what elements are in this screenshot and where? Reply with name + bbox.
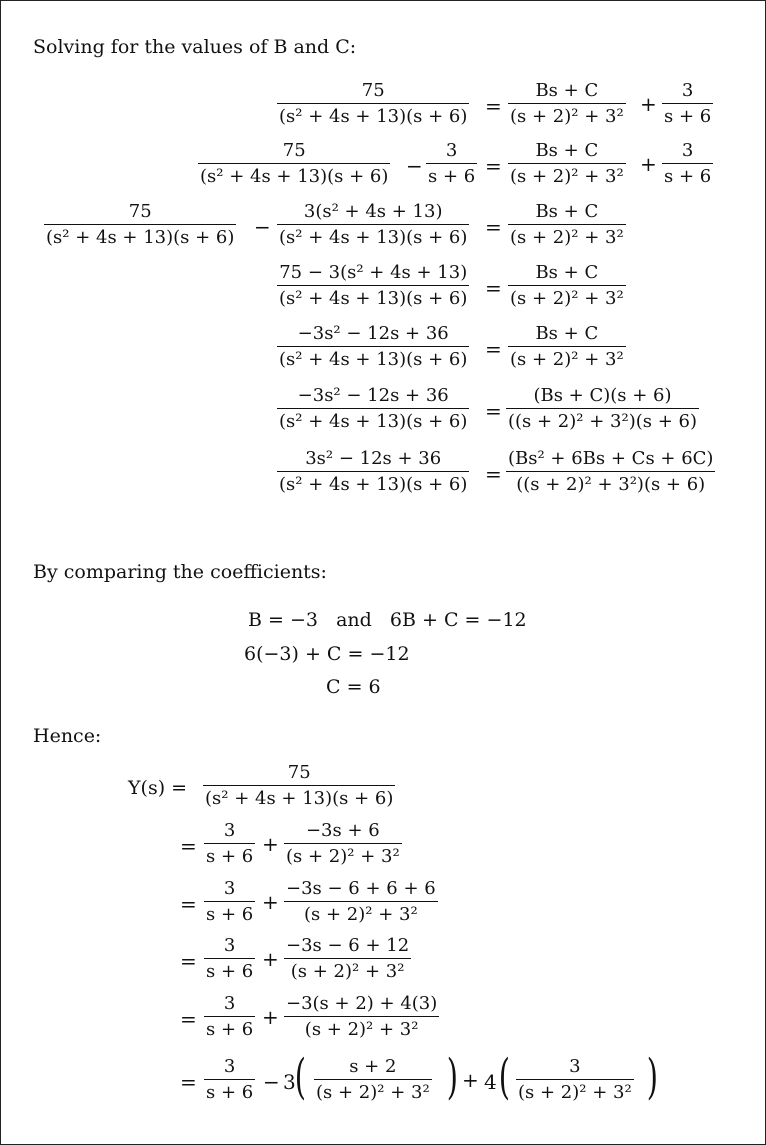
final-row1-fraction: 75 (s² + 4s + 13)(s + 6) <box>205 762 394 809</box>
final-row6-rparen1: ) <box>446 1049 458 1105</box>
final-row5-f2: −3(s + 2) + 4(3) (s + 2)² + 3² <box>286 993 438 1040</box>
final-row4-plus: + <box>262 947 279 971</box>
hence-text: Hence: <box>33 725 102 747</box>
row2-rhs-fraction: Bs + C (s + 2)² + 3² <box>510 140 624 187</box>
row3-equals: = <box>485 215 502 239</box>
final-row3-equals: = <box>180 892 197 916</box>
row2-rhs2-fraction: 3 s + 6 <box>664 140 712 187</box>
row3-minus: − <box>254 215 271 239</box>
row5-equals: = <box>485 337 502 361</box>
row1-equals: = <box>485 94 502 118</box>
final-row2-f2: −3s + 6 (s + 2)² + 3² <box>286 820 400 867</box>
row1-rhs-fraction: Bs + C (s + 2)² + 3² <box>510 80 624 127</box>
final-row6-plus: + <box>462 1068 479 1092</box>
final-row2-equals: = <box>180 834 197 858</box>
final-row6-lparen2: ( <box>498 1049 510 1105</box>
row6-equals: = <box>485 399 502 423</box>
coeff-line-3: C = 6 <box>326 676 381 698</box>
row7-rhs-fraction: (Bs² + 6Bs + Cs + 6C) ((s + 2)² + 3²)(s + 6) <box>508 448 714 495</box>
row2-equals: = <box>485 154 502 178</box>
final-row4-equals: = <box>180 949 197 973</box>
final-row6-rparen2: ) <box>646 1049 658 1105</box>
final-row6-equals: = <box>180 1070 197 1094</box>
final-row6-minus: − <box>263 1070 280 1094</box>
final-lhs: Y(s) = <box>128 777 188 799</box>
final-row5-equals: = <box>180 1007 197 1031</box>
row2-lhs-fraction: 75 (s² + 4s + 13)(s + 6) <box>200 140 389 187</box>
row1-plus: + <box>640 92 657 116</box>
final-row4-f2: −3s − 6 + 12 (s + 2)² + 3² <box>286 935 410 982</box>
final-row6-coef4: 4 <box>484 1070 497 1094</box>
final-row3-plus: + <box>262 890 279 914</box>
final-row6-f3: 3 (s + 2)² + 3² <box>518 1056 632 1103</box>
row1-lhs-fraction: 75 (s² + 4s + 13)(s + 6) <box>279 80 468 127</box>
row2-lhs2-fraction: 3 s + 6 <box>428 140 476 187</box>
compare-text: By comparing the coefficients: <box>33 561 327 583</box>
final-row6-f2: s + 2 (s + 2)² + 3² <box>316 1056 430 1103</box>
row2-minus: − <box>406 154 423 178</box>
row1-rhs2-fraction: 3 s + 6 <box>664 80 712 127</box>
final-row5-plus: + <box>262 1005 279 1029</box>
final-row6-lparen1: ( <box>294 1049 306 1105</box>
row4-rhs-fraction: Bs + C (s + 2)² + 3² <box>510 262 624 309</box>
coeff-line-1: B = −3 and 6B + C = −12 <box>248 609 527 631</box>
row2-plus: + <box>640 152 657 176</box>
final-row3-f1: 3 s + 6 <box>206 878 254 925</box>
final-row6-coef3: 3 <box>283 1070 296 1094</box>
final-row4-f1: 3 s + 6 <box>206 935 254 982</box>
row5-lhs-fraction: −3s² − 12s + 36 (s² + 4s + 13)(s + 6) <box>279 323 468 370</box>
row3-lhs2-fraction: 3(s² + 4s + 13) (s² + 4s + 13)(s + 6) <box>279 201 468 248</box>
row3-rhs-fraction: Bs + C (s + 2)² + 3² <box>510 201 624 248</box>
row7-lhs-fraction: 3s² − 12s + 36 (s² + 4s + 13)(s + 6) <box>279 448 468 495</box>
row3-lhs-fraction: 75 (s² + 4s + 13)(s + 6) <box>46 201 235 248</box>
final-row2-f1: 3 s + 6 <box>206 820 254 867</box>
row6-rhs-fraction: (Bs + C)(s + 6) ((s + 2)² + 3²)(s + 6) <box>508 385 697 432</box>
coeff-line-2: 6(−3) + C = −12 <box>244 643 410 665</box>
row5-rhs-fraction: Bs + C (s + 2)² + 3² <box>510 323 624 370</box>
final-row5-f1: 3 s + 6 <box>206 993 254 1040</box>
final-row3-f2: −3s − 6 + 6 + 6 (s + 2)² + 3² <box>286 878 436 925</box>
row4-equals: = <box>485 276 502 300</box>
row7-equals: = <box>485 462 502 486</box>
final-row6-f1: 3 s + 6 <box>206 1056 254 1103</box>
final-row2-plus: + <box>262 832 279 856</box>
row6-lhs-fraction: −3s² − 12s + 36 (s² + 4s + 13)(s + 6) <box>279 385 468 432</box>
row4-lhs-fraction: 75 − 3(s² + 4s + 13) (s² + 4s + 13)(s + 6) <box>279 262 468 309</box>
intro-text: Solving for the values of B and C: <box>33 36 357 58</box>
